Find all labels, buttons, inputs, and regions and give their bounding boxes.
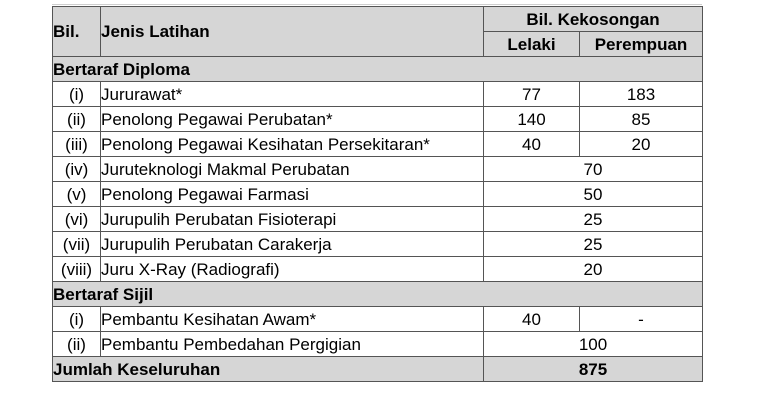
row-combined-total: 20 bbox=[484, 257, 703, 282]
row-name: Penolong Pegawai Farmasi bbox=[101, 182, 484, 207]
total-row bbox=[53, 357, 703, 382]
row-lelaki: 40 bbox=[484, 307, 580, 332]
total-label: Jumlah Keseluruhan bbox=[53, 357, 484, 382]
vacancy-table bbox=[52, 6, 703, 382]
row-lelaki: 140 bbox=[484, 107, 580, 132]
row-name: Jururawat* bbox=[101, 82, 484, 107]
table-row bbox=[53, 207, 703, 232]
total-value: 875 bbox=[484, 357, 703, 382]
row-combined-total: 25 bbox=[484, 207, 703, 232]
row-perempuan: 85 bbox=[580, 107, 703, 132]
row-name: Juruteknologi Makmal Perubatan bbox=[101, 157, 484, 182]
row-perempuan: 183 bbox=[580, 82, 703, 107]
top-rule bbox=[52, 4, 702, 5]
row-perempuan: 20 bbox=[580, 132, 703, 157]
row-name: Jurupulih Perubatan Carakerja bbox=[101, 232, 484, 257]
row-lelaki: 77 bbox=[484, 82, 580, 107]
row-name: Penolong Pegawai Kesihatan Persekitaran* bbox=[101, 132, 484, 157]
header-bil: Bil. bbox=[53, 7, 101, 57]
header-bil-kekosongan: Bil. Kekosongan bbox=[484, 7, 703, 32]
row-number: (viii) bbox=[53, 257, 101, 282]
table-row bbox=[53, 182, 703, 207]
table-row bbox=[53, 332, 703, 357]
section-title: Bertaraf Sijil bbox=[53, 282, 703, 307]
table-row bbox=[53, 157, 703, 182]
table-row bbox=[53, 107, 703, 132]
row-number: (ii) bbox=[53, 332, 101, 357]
header-perempuan: Perempuan bbox=[580, 32, 703, 57]
row-combined-total: 25 bbox=[484, 232, 703, 257]
row-name: Juru X-Ray (Radiografi) bbox=[101, 257, 484, 282]
row-combined-total: 70 bbox=[484, 157, 703, 182]
section-title: Bertaraf Diploma bbox=[53, 57, 703, 82]
section-row-diploma bbox=[53, 57, 703, 82]
row-number: (v) bbox=[53, 182, 101, 207]
table-row bbox=[53, 257, 703, 282]
row-number: (vii) bbox=[53, 232, 101, 257]
row-number: (iv) bbox=[53, 157, 101, 182]
row-name: Pembantu Pembedahan Pergigian bbox=[101, 332, 484, 357]
row-number: (i) bbox=[53, 307, 101, 332]
table-row bbox=[53, 232, 703, 257]
row-number: (vi) bbox=[53, 207, 101, 232]
row-number: (ii) bbox=[53, 107, 101, 132]
table-row bbox=[53, 82, 703, 107]
row-combined-total: 50 bbox=[484, 182, 703, 207]
section-row-sijil bbox=[53, 282, 703, 307]
row-name: Jurupulih Perubatan Fisioterapi bbox=[101, 207, 484, 232]
header-jenis-latihan: Jenis Latihan bbox=[101, 7, 484, 57]
row-number: (i) bbox=[53, 82, 101, 107]
table-row bbox=[53, 132, 703, 157]
row-perempuan: - bbox=[580, 307, 703, 332]
row-name: Pembantu Kesihatan Awam* bbox=[101, 307, 484, 332]
row-number: (iii) bbox=[53, 132, 101, 157]
row-lelaki: 40 bbox=[484, 132, 580, 157]
row-name: Penolong Pegawai Perubatan* bbox=[101, 107, 484, 132]
table-row bbox=[53, 307, 703, 332]
header-row-1 bbox=[53, 7, 703, 32]
row-combined-total: 100 bbox=[484, 332, 703, 357]
header-lelaki: Lelaki bbox=[484, 32, 580, 57]
